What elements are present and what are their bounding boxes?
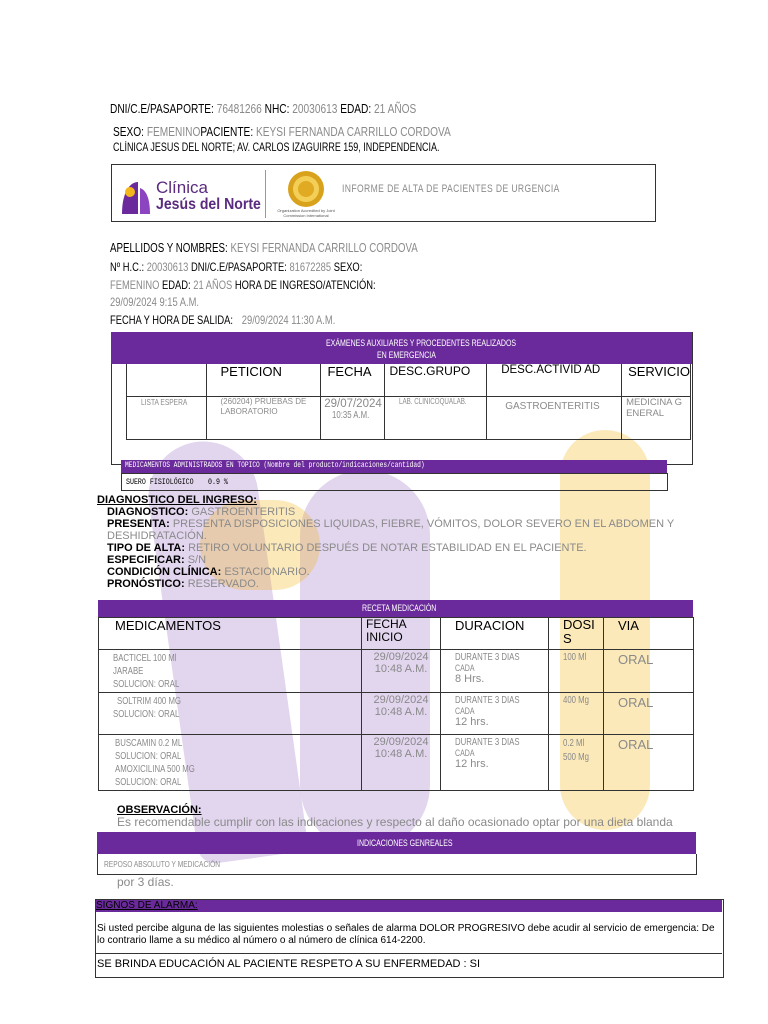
receta-title: RECETA MEDICACIÓN (362, 603, 437, 613)
row-actividad: GASTROENTERITIS (487, 396, 622, 439)
presenta-value-2: DESHIDRATACIÓN. (107, 530, 207, 542)
med-1-line-3: SOLUCION: ORAL (113, 679, 180, 690)
dosis-1: 100 Ml (563, 652, 587, 663)
header-line-1 (110, 101, 416, 116)
patient-line-5 (110, 313, 335, 327)
dur-2-line-2: CADA (455, 706, 475, 716)
row-peticion: (260204) PRUEBAS DE LABORATORIO (206, 396, 321, 439)
presenta-line (107, 518, 674, 530)
row-fecha-date: 29/07/2024 (324, 397, 382, 410)
col-actividad: DESC.ACTIVID AD (487, 364, 622, 396)
clinic-logo-icon (116, 178, 152, 218)
receta-row-1 (99, 650, 694, 693)
receta-row-2-dosis (549, 693, 604, 735)
col-fecha-inicio: FECHA INICIO (362, 618, 441, 650)
alta-value: RETIRO VOLUNTARIO DESPUÉS DE NOTAR ESTABILIDAD EN EL PACIENTE. (188, 542, 587, 554)
receta-3-fecha: 29/09/2024 (373, 736, 429, 748)
condicion-label: CONDICIÓN CLÍNICA: (107, 566, 222, 578)
col-servicio: SERVICIO (622, 364, 691, 396)
presenta-value: PRESENTA DISPOSICIONES LIQUIDAS, FIEBRE, VÓMITOS, DOLOR SEVERO EN EL ABDOMEN Y (172, 518, 675, 530)
med-3-line-4: SOLUCION: ORAL (115, 777, 182, 788)
receta-row-1-dosis (549, 650, 604, 693)
header-line-2 (113, 124, 451, 139)
receta-row-2-fecha (362, 693, 441, 735)
especificar-line (107, 554, 206, 566)
jci-seal-icon (286, 170, 326, 208)
med-3-line-3: AMOXICILINA 500 MG (115, 764, 195, 775)
report-title: INFORME DE ALTA DE PACIENTES DE URGENCIA (342, 183, 560, 195)
med-admin-title: MEDICAMENTOS ADMINISTRADOS EN TOPICO (Nombre del producto/indicaciones/cantidad) (125, 461, 425, 470)
receta-row-1-med (99, 650, 362, 693)
observacion-label: OBSERVACIÓN: (117, 804, 202, 816)
hc-value: 20030613 (146, 260, 189, 274)
patient-line-1 (110, 241, 418, 255)
observacion-text-2: por 3 días. (117, 875, 174, 889)
sexo-value: FEMENINO (146, 124, 201, 139)
med-admin-row (121, 473, 668, 491)
receta-row-1-fecha (362, 650, 441, 693)
clinic-logo (116, 176, 266, 220)
exams-table (126, 364, 691, 440)
diagnosis-title: DIAGNOSTICO DEL INGRESO: (97, 494, 257, 506)
receta-row-3-duracion (441, 735, 549, 791)
salida-value: 29/09/2024 11:30 A.M. (241, 313, 336, 327)
dosis-3a: 0.2 Ml (563, 738, 585, 749)
row-grupo: LAB. CLINICOQUALAB. (399, 396, 468, 406)
receta-row-3-via: ORAL (604, 735, 694, 791)
patient-sexo-label: SEXO: (333, 260, 363, 274)
diagnostico-value: GASTROENTERITIS (191, 506, 296, 518)
sexo-label: SEXO: (113, 124, 145, 139)
alta-line (107, 542, 587, 554)
exams-header (111, 332, 692, 364)
exams-header-row (127, 364, 691, 396)
patient-sexo-value: FEMENINO (110, 278, 160, 292)
paciente-label: PACIENTE: (200, 124, 254, 139)
nhc-value: 20030613 (292, 101, 338, 116)
dni-value: 76481266 (216, 101, 262, 116)
dur-2-line-1: DURANTE 3 DIAS (455, 695, 520, 706)
nombres-value: KEYSI FERNANDA CARRILLO CORDOVA (230, 241, 418, 255)
edad-value: 21 AÑOS (374, 101, 417, 116)
patient-line-2 (110, 260, 362, 274)
indicaciones-title: INDICACIONES GENREALES (357, 838, 453, 848)
col-via: VIA (604, 618, 694, 650)
alarma-title: SIGNOS DE ALARMA: (96, 900, 198, 911)
med-3-line-2: SOLUCION: ORAL (115, 751, 182, 762)
dni-label: DNI/C.E/PASAPORTE: (110, 101, 214, 116)
diagnostico-line (107, 506, 295, 518)
jci-seal-caption: Organization Accredited by Joint Commission International (277, 208, 335, 218)
especificar-value: S/N (187, 554, 207, 566)
alarma-text: Si usted percibe alguna de las siguientes molestias o señales de alarma DOLOR PROGRESIVO debe acudir al servicio de emergencia: De lo contrario llame a su médico al número o al número de clínica 614-2200. (97, 923, 715, 946)
receta-header (98, 600, 693, 617)
edad-label: EDAD: (340, 101, 372, 116)
dur-1-line-1: DURANTE 3 DIAS (455, 652, 520, 663)
med-3-line-1: BUSCAMIN 0.2 ML (115, 738, 183, 749)
med-1-line-2: JARABE (113, 666, 144, 677)
condicion-value: ESTACIONARIO. (224, 566, 310, 578)
receta-1-hora: 10:48 A.M. (374, 663, 428, 675)
diagnostico-label: DIAGNOSTICO: (107, 506, 189, 518)
col-medicamentos: MEDICAMENTOS (99, 618, 362, 650)
receta-row-1-via: ORAL (604, 650, 694, 693)
especificar-label: ESPECIFICAR: (107, 554, 185, 566)
indicaciones-header (97, 832, 696, 854)
receta-row-2 (99, 693, 694, 735)
receta-row-1-duracion (441, 650, 549, 693)
logo-divider (265, 170, 266, 218)
receta-header-row (99, 618, 694, 650)
med-2-line-2: SOLUCION: ORAL (113, 709, 180, 720)
salida-label: FECHA Y HORA DE SALIDA: (110, 313, 233, 327)
patient-line-3 (110, 278, 376, 292)
educacion-text: SE BRINDA EDUCACIÓN AL PACIENTE RESPETO A SU ENFERMEDAD : SI (97, 958, 481, 970)
row-fecha (321, 396, 385, 439)
exams-data-row (127, 396, 691, 439)
receta-row-3-dosis (549, 735, 604, 791)
observacion-text: Es recomendable cumplir con las indicaciones y respecto al daño ocasionado optar por una dieta blanda (117, 815, 673, 829)
med-1-line-1: BACTICEL 100 Ml (113, 653, 177, 664)
row-lista-espera: LISTA ESPERA (141, 396, 188, 407)
patient-dni-label: DNI/C.E/PASAPORTE: (190, 260, 287, 274)
ingreso-value: 29/09/2024 9:15 A.M. (110, 295, 199, 309)
nombres-label: APELLIDOS Y NOMBRES: (110, 241, 228, 255)
med-admin-header (121, 460, 667, 473)
indicaciones-text: REPOSO ABSOLUTO Y MEDICACIÓN (104, 859, 221, 869)
row-servicio: MEDICINA GENERAL (622, 396, 691, 439)
condicion-line (107, 566, 310, 578)
paciente-value: KEYSI FERNANDA CARRILLO CORDOVA (255, 124, 451, 139)
pronostico-label: PRONÓSTICO: (107, 578, 185, 590)
dur-1-line-2: CADA (455, 663, 475, 673)
dur-3-line-1: DURANTE 3 DIAS (455, 737, 520, 748)
jci-seal (276, 170, 336, 218)
col-dosis: DOSIS (549, 618, 604, 650)
receta-row-3-med (99, 735, 362, 791)
med-2-line-1: SOLTRIM 400 MG (117, 696, 182, 707)
receta-row-2-med (99, 693, 362, 735)
hc-label: Nº H.C.: (110, 260, 145, 274)
receta-table (98, 617, 694, 791)
presenta-label: PRESENTA: (107, 518, 170, 530)
alta-label: TIPO DE ALTA: (107, 542, 186, 554)
dosis-2: 400 Mg (563, 695, 590, 706)
receta-row-2-duracion (441, 693, 549, 735)
alarma-header (96, 900, 722, 912)
col-fecha: FECHA (321, 364, 385, 396)
receta-row-2-via: ORAL (604, 693, 694, 735)
dur-3-line-2: CADA (455, 748, 475, 758)
receta-1-fecha: 29/09/2024 (373, 651, 429, 663)
pronostico-value: RESERVADO. (187, 578, 259, 590)
col-peticion: PETICION (206, 364, 321, 396)
nhc-label: NHC: (264, 101, 290, 116)
clinic-name-line2: Jesús del Norte (156, 196, 261, 213)
row-fecha-hora: 10:35 A.M. (332, 409, 370, 421)
dur-2-line-3: 12 hrs. (455, 716, 489, 728)
alarma-divider (95, 953, 722, 954)
clinic-name-line1: Clínica (156, 178, 208, 197)
exams-title-1: EXÁMENES AUXILIARES Y PROCEDENTES REALIZADOS (326, 338, 517, 348)
pronostico-line (107, 578, 259, 590)
receta-2-fecha: 29/09/2024 (373, 694, 429, 706)
patient-dni-value: 81672285 (289, 260, 332, 274)
ingreso-label: HORA DE INGRESO/ATENCIÓN: (234, 278, 376, 292)
dosis-3b: 500 Mg (563, 752, 590, 763)
med-admin-item: SUERO FISIOLÓGICO (126, 477, 194, 487)
clinic-address: CLÍNICA JESUS DEL NORTE; AV. CARLOS IZAGUIRRE 159, INDEPENDENCIA. (113, 142, 440, 154)
col-grupo: DESC.GRUPO (385, 364, 487, 396)
receta-row-3 (99, 735, 694, 791)
receta-3-hora: 10:48 A.M. (374, 748, 428, 760)
indicaciones-box (97, 854, 697, 875)
dur-3-line-3: 12 hrs. (455, 758, 489, 770)
receta-row-3-fecha (362, 735, 441, 791)
dur-1-line-3: 8 Hrs. (455, 673, 485, 685)
exams-title-2: EN EMERGENCIA (377, 350, 436, 360)
patient-edad-value: 21 AÑOS (193, 278, 233, 292)
patient-edad-label: EDAD: (162, 278, 191, 292)
receta-2-hora: 10:48 A.M. (374, 706, 428, 718)
col-duracion: DURACION (441, 618, 549, 650)
med-admin-value: 0.9 % (208, 477, 228, 487)
